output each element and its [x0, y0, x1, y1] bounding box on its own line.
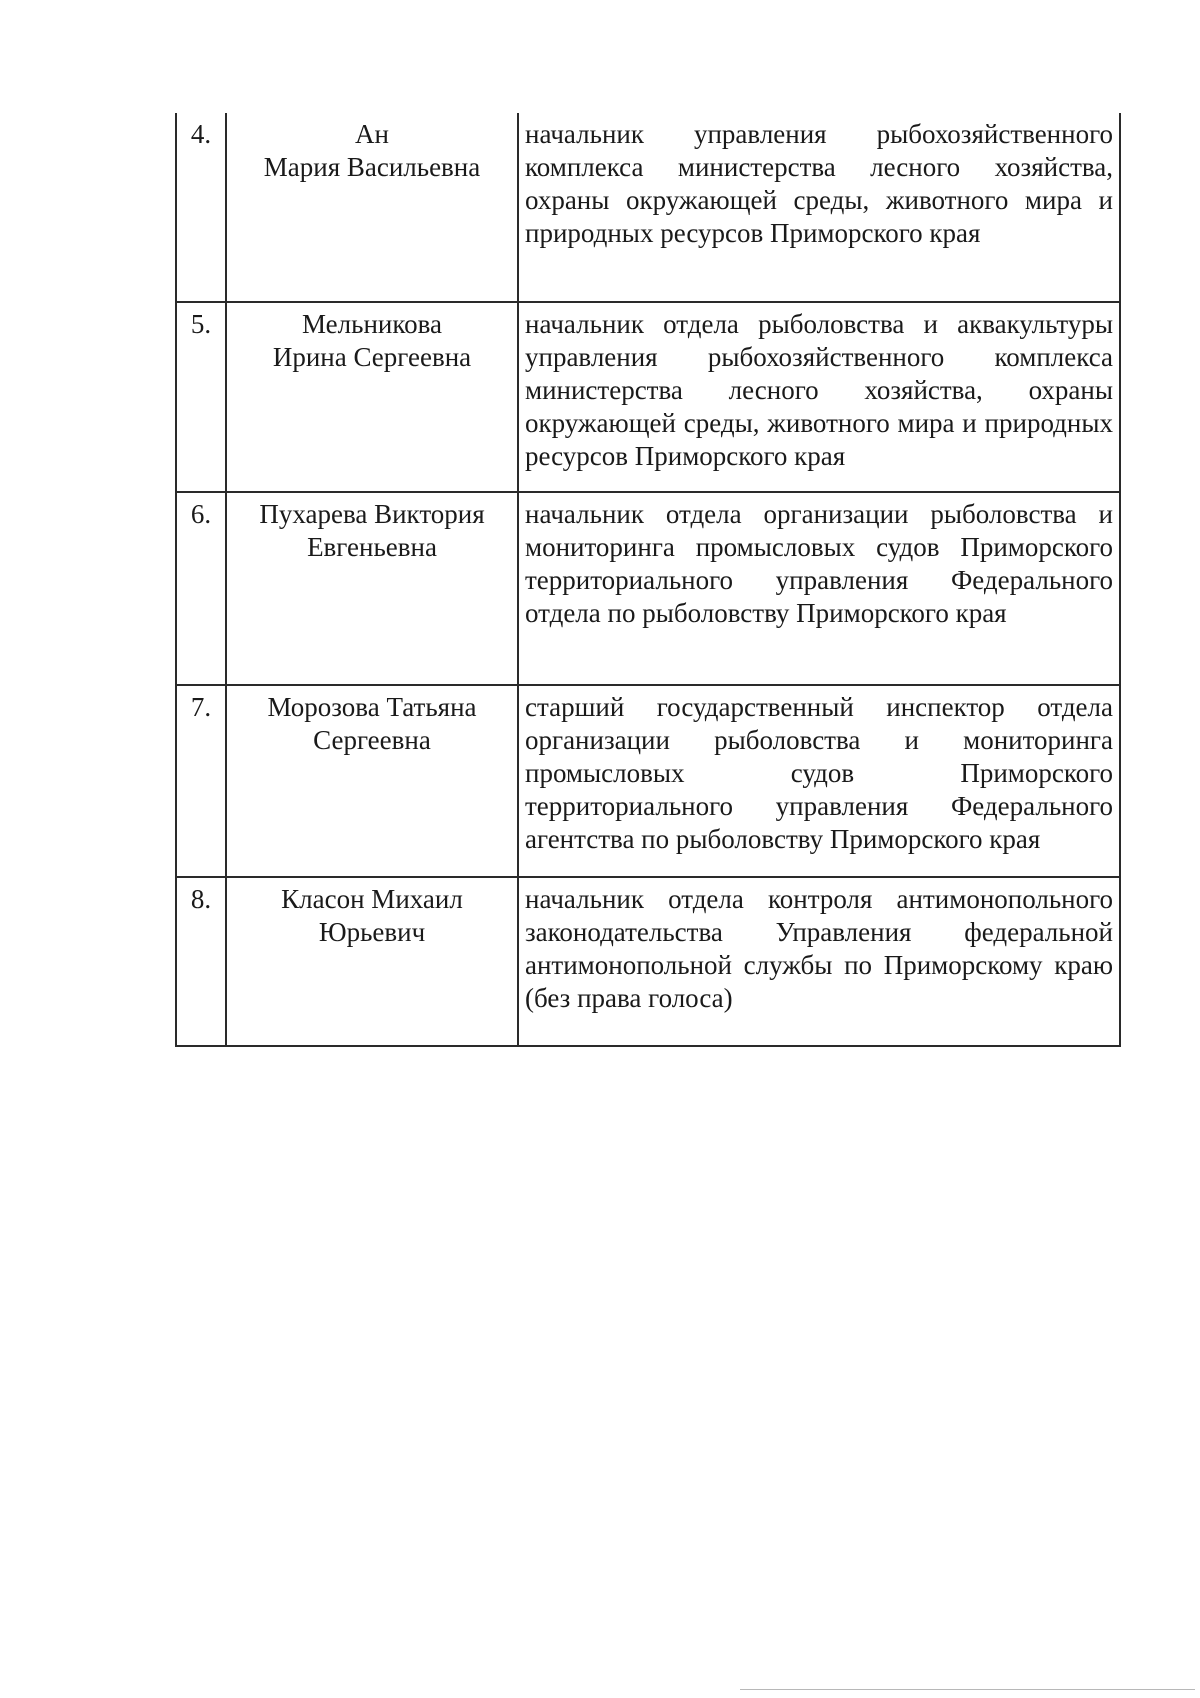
members-table: [175, 113, 1121, 1047]
member-name-line: Ан: [355, 119, 389, 149]
member-name-line: Евгеньевна: [307, 532, 437, 562]
member-name: [226, 302, 518, 492]
member-position: начальник управления рыбохозяйственного комплекса министерства лесного хозяйства, охраны окружающей среды, животного мира и природных ресурсов Приморского края: [518, 113, 1120, 302]
member-name-line: Юрьевич: [318, 917, 426, 947]
member-position: начальник отдела рыболовства и аквакультуры управления рыбохозяйственного комплекса министерства лесного хозяйства, охраны окружающей среды, животного мира и природных ресурсов Приморского края: [518, 302, 1120, 492]
table-row: [176, 685, 1120, 877]
footer-divider: [740, 1689, 1195, 1690]
member-name-line: Мельникова: [302, 309, 442, 339]
row-number: 6.: [176, 492, 226, 685]
member-position: старший государственный инспектор отдела организации рыболовства и мониторинга промысловых судов Приморского территориального управления Федерального агентства по рыболовству Приморского края: [518, 685, 1120, 877]
row-number: 7.: [176, 685, 226, 877]
member-name: [226, 492, 518, 685]
member-name-line: Пухарева Виктория: [259, 499, 485, 529]
table-row: [176, 113, 1120, 302]
member-name-line: Класон Михаил: [281, 884, 463, 914]
member-position: начальник отдела контроля антимонопольного законодательства Управления федеральной антимонопольной службы по Приморскому краю (без права голоса): [518, 877, 1120, 1046]
table-row: [176, 302, 1120, 492]
member-name-line: Мария Васильевна: [263, 152, 481, 182]
member-position: начальник отдела организации рыболовства и мониторинга промысловых судов Приморского территориального управления Федерального отдела по рыболовству Приморского края: [518, 492, 1120, 685]
member-name-line: Сергеевна: [313, 725, 431, 755]
row-number: 4.: [176, 113, 226, 302]
table-row: [176, 492, 1120, 685]
row-number: 5.: [176, 302, 226, 492]
member-name: [226, 877, 518, 1046]
row-number: 8.: [176, 877, 226, 1046]
table-row: [176, 877, 1120, 1046]
member-name: [226, 113, 518, 302]
member-name-line: Морозова Татьяна: [267, 692, 477, 722]
member-name-line: Ирина Сергеевна: [272, 342, 472, 372]
member-name: [226, 685, 518, 877]
